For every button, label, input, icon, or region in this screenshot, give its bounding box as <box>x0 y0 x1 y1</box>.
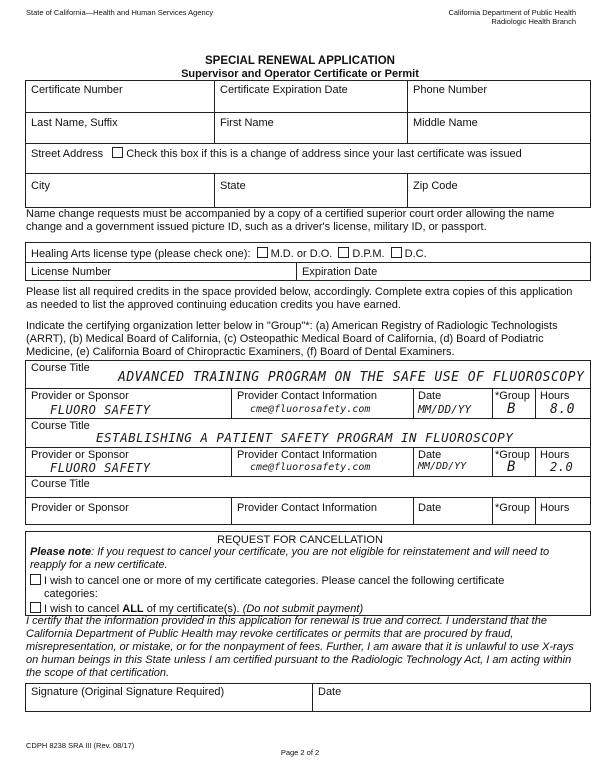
course-2-date[interactable]: MM/DD/YY <box>418 461 467 472</box>
date-label: Date <box>418 502 442 514</box>
note-text: : If you request to cancel your certificate, you are not eligible for reinstatement and will need to reapply for a new certificate. <box>30 546 550 571</box>
course-1-provider[interactable]: FLUORO SAFETY <box>50 403 151 417</box>
cancellation-note <box>30 546 586 572</box>
cancel-all-note: (Do not submit payment) <box>242 603 364 615</box>
provider-label: Provider or Sponsor <box>31 502 129 514</box>
personal-info-table <box>25 80 591 208</box>
cancellation-heading: REQUEST FOR CANCELLATION <box>217 534 383 546</box>
course-2-title[interactable]: ESTABLISHING A PATIENT SAFETY PROGRAM IN FLUOROSCOPY <box>96 430 514 445</box>
address-change-label: Check this box if this is a change of address since your last certificate was issued <box>126 148 522 160</box>
page-number: Page 2 of 2 <box>280 748 320 757</box>
cancel-all-option[interactable] <box>30 602 363 615</box>
provider-label: Provider or Sponsor <box>31 390 129 402</box>
group-label: *Group <box>495 449 530 461</box>
contact-label: Provider Contact Information <box>237 502 378 514</box>
categories-label: categories: <box>44 588 98 600</box>
city-field[interactable]: City <box>31 180 50 192</box>
group-label: *Group <box>495 502 530 514</box>
cancel-all-text: I wish to cancel <box>44 603 123 615</box>
signature-field[interactable]: Signature (Original Signature Required) <box>31 686 225 698</box>
credits-note: Please list all required credits in the space provided below, accordingly. Complete extra copies of this application as needed to list the approved continuing education credits you have earned. <box>26 286 573 311</box>
hours-label: Hours <box>540 390 570 402</box>
license-number-field[interactable]: License Number <box>31 266 112 278</box>
cancel-all-checkbox[interactable] <box>30 602 41 613</box>
address-change-checkbox[interactable] <box>112 147 123 158</box>
cancel-all-text-2: of my certificate(s). <box>143 603 243 615</box>
dc-checkbox[interactable] <box>391 247 402 258</box>
name-change-note: Name change requests must be accompanied by a copy of a certified superior court order allowing the name change and a government issued picture ID, such as a driver's license, military ID, or passport. <box>26 208 555 233</box>
contact-label: Provider Contact Information <box>237 390 378 402</box>
street-address-field[interactable] <box>31 147 522 160</box>
note-label: Please note <box>30 546 92 558</box>
signature-date-field[interactable]: Date <box>318 686 342 698</box>
cancel-categories-checkbox[interactable] <box>30 574 41 585</box>
page-title: SPECIAL RENEWAL APPLICATION <box>205 55 395 67</box>
phone-number-field[interactable]: Phone Number <box>413 84 487 96</box>
cancel-all-bold: ALL <box>122 603 144 615</box>
agency-right <box>448 8 576 26</box>
course-title-label: Course Title <box>31 420 90 432</box>
zip-code-field[interactable]: Zip Code <box>413 180 458 192</box>
course-1-title[interactable]: ADVANCED TRAINING PROGRAM ON THE SAFE USE OF FLUOROSCOPY <box>118 370 585 385</box>
provider-label: Provider or Sponsor <box>31 449 129 461</box>
course-2-provider[interactable]: FLUORO SAFETY <box>50 461 151 475</box>
hours-label: Hours <box>540 449 570 461</box>
first-name-field[interactable]: First Name <box>220 117 274 129</box>
branch-name: Radiologic Health Branch <box>491 17 576 26</box>
group-note: Indicate the certifying organization letter below in "Group"*: (a) American Registry of Radiologic Technologists (ARRT), (b) Medical Board of California, (c) Osteopathic Medical Board of California, (d) Board of Podiatric Medicine, (e) California Board of Chiropractic Examiners, (f) Board of Dental Examiners. <box>26 320 558 358</box>
middle-name-field[interactable]: Middle Name <box>413 117 478 129</box>
course-2-contact[interactable]: cme@fluorosafety.com <box>250 462 371 473</box>
group-label: *Group <box>495 390 530 402</box>
license-expiration-field[interactable]: Expiration Date <box>302 266 378 278</box>
md-do-checkbox[interactable] <box>257 247 268 258</box>
hours-label: Hours <box>540 502 570 514</box>
contact-label: Provider Contact Information <box>237 449 378 461</box>
course-1-date[interactable]: MM/DD/YY <box>418 403 471 416</box>
department-name: California Department of Public Health <box>448 8 576 17</box>
date-label: Date <box>418 449 442 461</box>
cancel-categories-option[interactable] <box>30 574 504 587</box>
dpm-label: D.P.M. <box>352 248 385 260</box>
course-2-hours[interactable]: 2.0 <box>550 460 574 474</box>
course-2-group[interactable]: B <box>507 459 516 475</box>
course-1-group[interactable]: B <box>507 401 516 417</box>
form-id: CDPH 8238 SRA III (Rev. 08/17) <box>26 741 135 750</box>
street-address-label: Street Address <box>31 148 104 160</box>
dpm-checkbox[interactable] <box>338 247 349 258</box>
last-name-field[interactable]: Last Name, Suffix <box>31 117 118 129</box>
cancel-categories-label: I wish to cancel one or more of my certificate categories. Please cancel the following certificate <box>44 575 505 587</box>
dc-label: D.C. <box>404 248 427 260</box>
license-type-row <box>31 247 427 260</box>
course-title-label: Course Title <box>31 478 90 490</box>
course-1-hours[interactable]: 8.0 <box>550 402 575 417</box>
course-1-contact[interactable]: cme@fluorosafety.com <box>250 404 371 415</box>
course-title-label: Course Title <box>31 362 90 374</box>
certificate-expiration-field[interactable]: Certificate Expiration Date <box>220 84 348 96</box>
state-field[interactable]: State <box>220 180 246 192</box>
agency-left: State of California—Health and Human Services Agency <box>26 8 214 17</box>
license-type-label: Healing Arts license type (please check one): <box>31 248 251 260</box>
md-do-label: M.D. or D.O. <box>270 248 333 260</box>
certificate-number-field[interactable]: Certificate Number <box>31 84 123 96</box>
page-subtitle: Supervisor and Operator Certificate or Permit <box>181 68 419 80</box>
date-label: Date <box>418 390 442 402</box>
certification-statement: I certify that the information provided in this application for renewal is true and correct. I understand that the California Department of Public Health may revoke certificates or permits that are procured by fraud, misrepresentation, or mistake, or for the nonpayment of fees. Further, I am aware that it is unlawful to use X-rays on human beings in this State unless I am certified pursuant to the Radiologic Technology Act, I am acting within the scope of that certification. <box>26 615 574 679</box>
